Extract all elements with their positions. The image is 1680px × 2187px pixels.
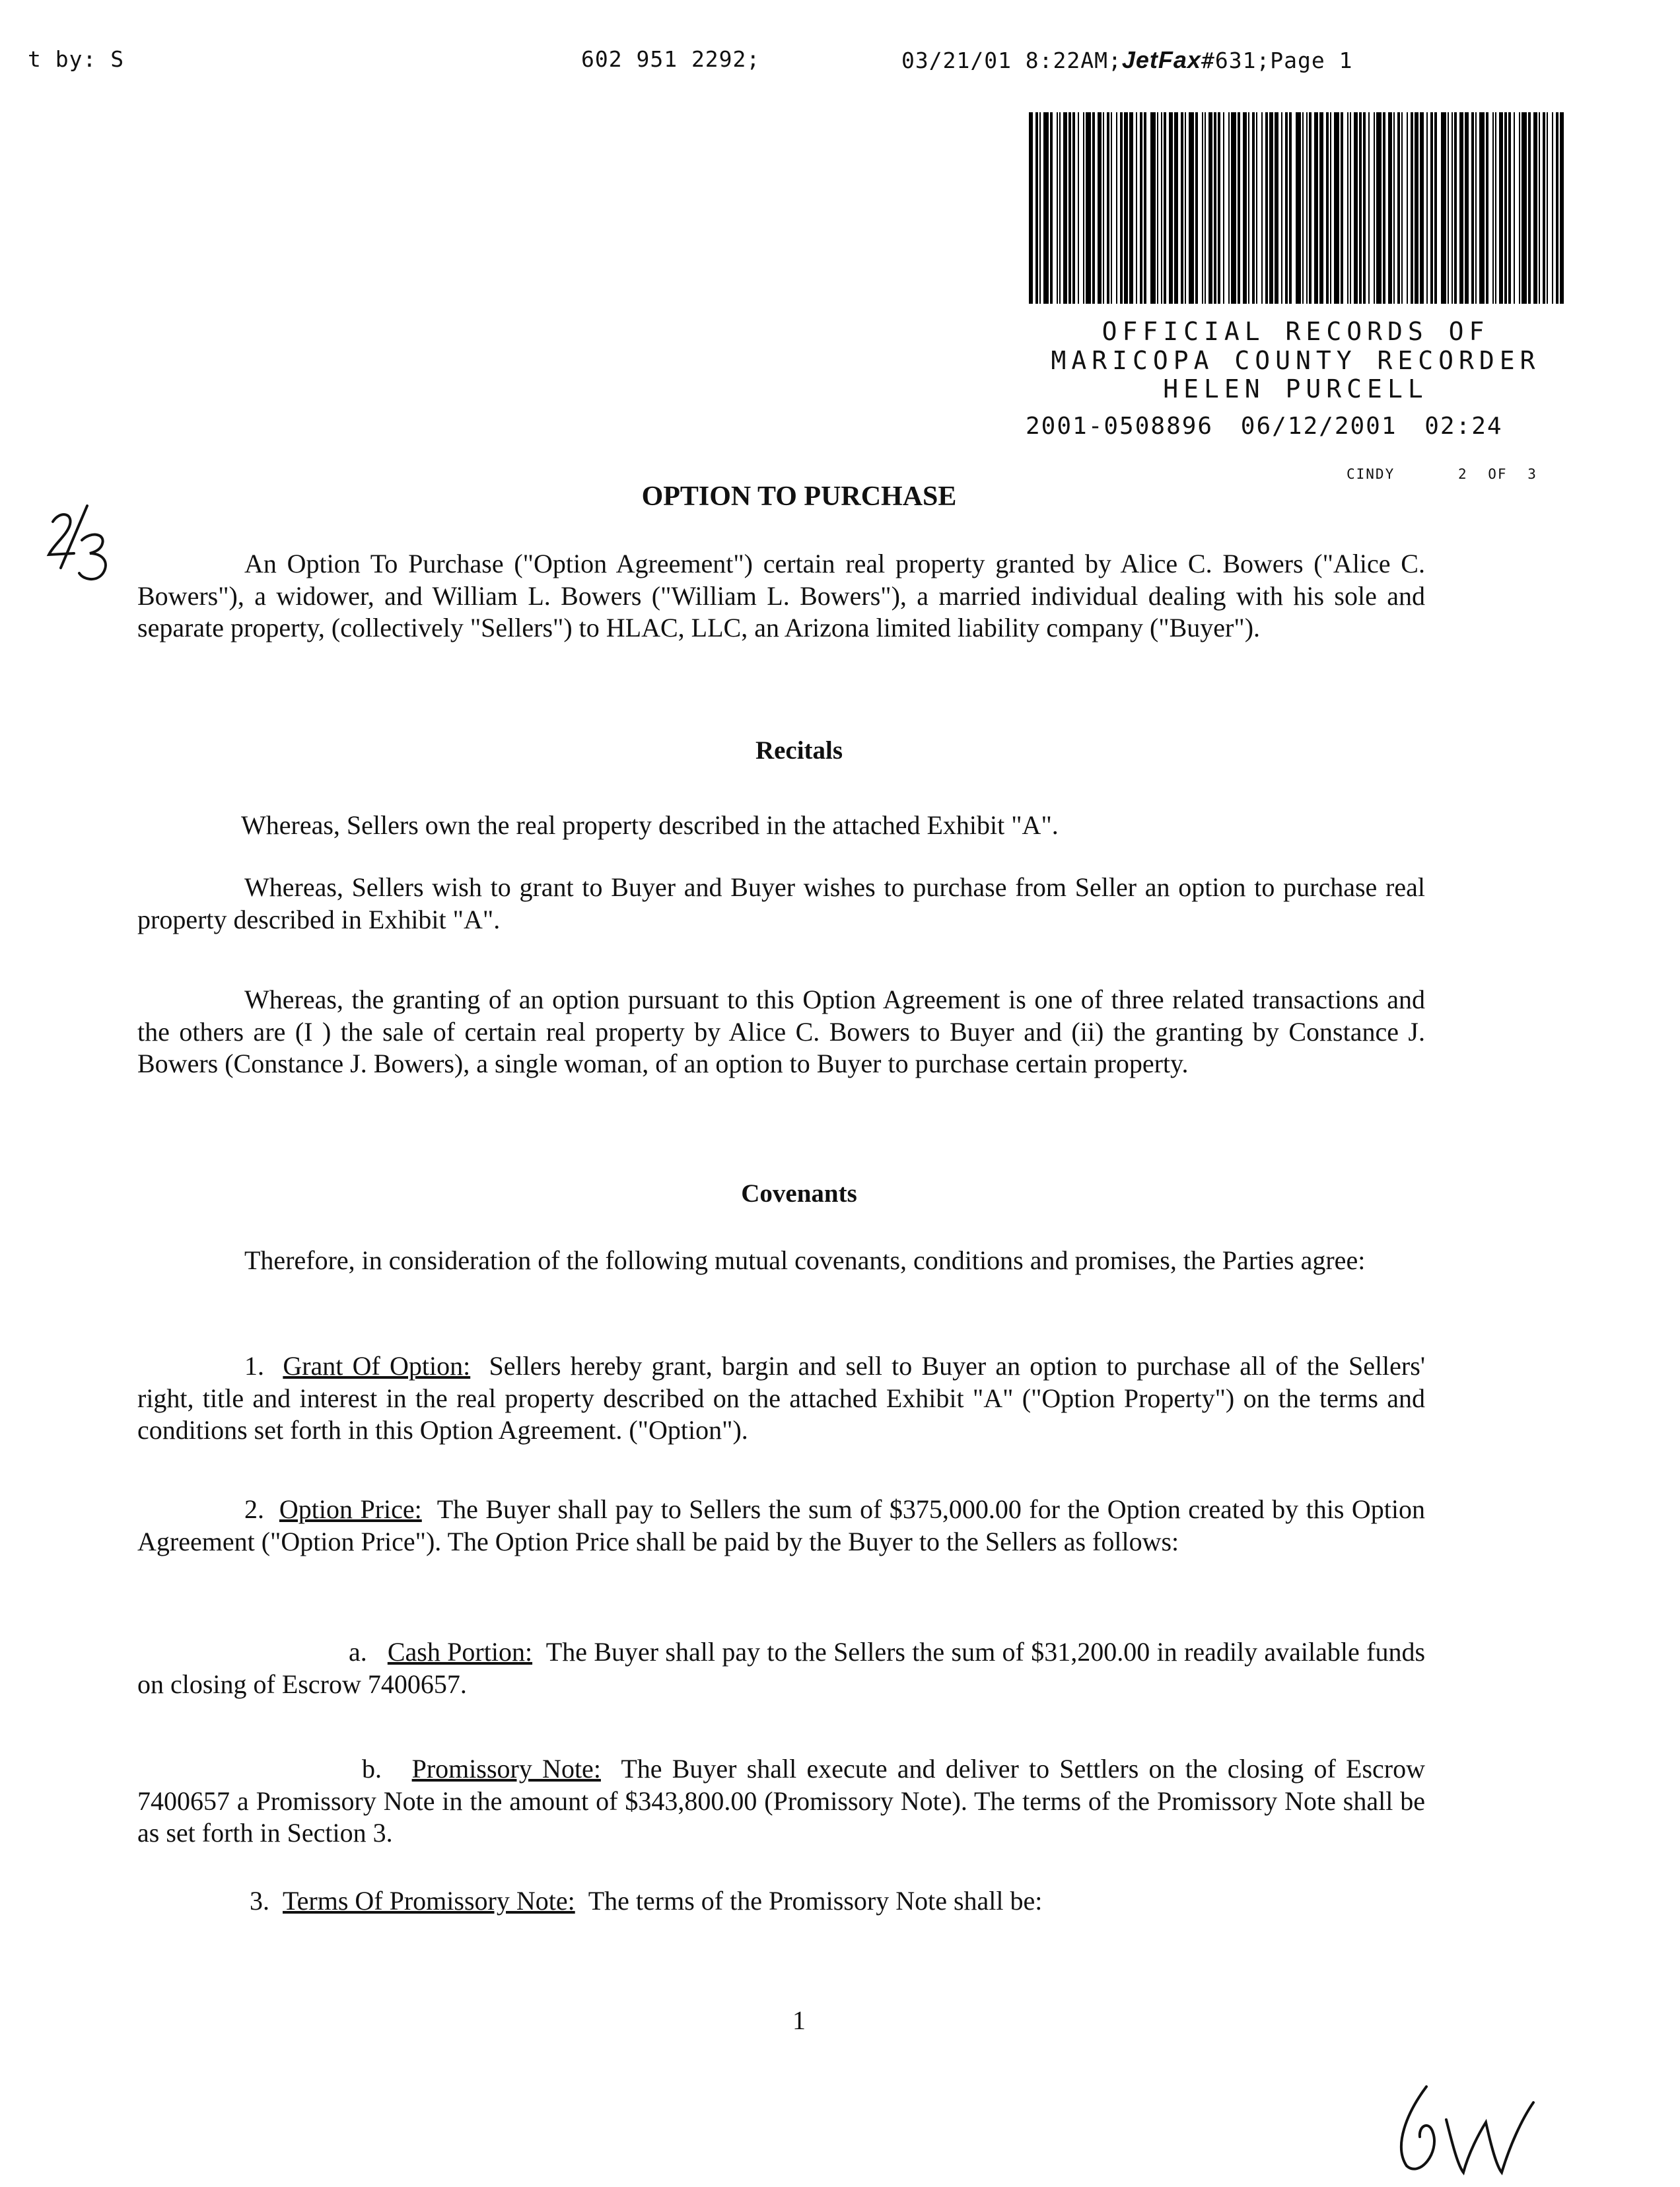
section-number: b. (362, 1754, 382, 1784)
barcode-bar (1441, 112, 1446, 304)
barcode-bar (1157, 112, 1158, 304)
barcode-bar (1556, 112, 1558, 304)
barcode-bar (1289, 112, 1292, 304)
barcode-bar (1275, 112, 1278, 304)
barcode-bar (1029, 112, 1033, 304)
barcode-bar (1465, 112, 1469, 304)
handwritten-initials (1380, 2073, 1572, 2179)
recording-page-count: 2 OF 3 (1458, 466, 1537, 482)
barcode-bar (1050, 112, 1053, 304)
barcode-bar (1243, 112, 1247, 304)
barcode-bar (1281, 112, 1282, 304)
barcode-bar (1454, 112, 1457, 304)
barcode-bar (1043, 112, 1049, 304)
section-label: Option Price: (279, 1494, 422, 1524)
barcode-bar (1354, 112, 1358, 304)
barcode-bar (1522, 112, 1527, 304)
barcode-bar (1539, 112, 1540, 304)
recorder-line-county: MARICOPA COUNTY RECORDER (1051, 346, 1541, 375)
fax-sender-label: t by: S (28, 46, 125, 72)
barcode-bar (1169, 112, 1173, 304)
barcode-bar (1479, 112, 1485, 304)
barcode-bar (1057, 112, 1058, 304)
barcode-bar (1116, 112, 1117, 304)
barcode-bar (1035, 112, 1038, 304)
barcode-bar (1401, 112, 1403, 304)
fax-phone-number: 602 951 2292; (581, 46, 761, 72)
barcode-bar (1504, 112, 1507, 304)
barcode-bar (1256, 112, 1257, 304)
barcode-bar (1543, 112, 1545, 304)
barcode-bar (1092, 112, 1095, 304)
section-text: Sellers hereby grant, bargin and sell to Buyer an option to purchase all of the Sellers' right, title and interest in the real property described on the attached Exhibit "A" ("Option Property") on the terms and conditions set forth in this Option Agreement. ("Option"). (137, 1351, 1426, 1445)
fax-date-time: 03/21/01 8:22AM; (901, 48, 1122, 73)
barcode-bar (1107, 112, 1109, 304)
barcode-bar (1314, 112, 1318, 304)
recital-paragraph-2: Whereas, Sellers wish to grant to Buyer and Buyer wishes to purchase from Seller an option to purchase real property described in Exhibit "A". (137, 872, 1425, 934)
recording-barcode (1029, 112, 1565, 304)
barcode-bar (1185, 112, 1186, 304)
barcode-bar (1140, 112, 1142, 304)
barcode-bar (1261, 112, 1263, 304)
barcode-bar (1368, 112, 1370, 304)
recording-clerk: CINDY (1347, 466, 1395, 482)
barcode-bar (1528, 112, 1531, 304)
barcode-bar (1205, 112, 1206, 304)
barcode-bar (1350, 112, 1351, 304)
barcode-bar (1078, 112, 1079, 304)
barcode-bar (1533, 112, 1537, 304)
barcode-bar (1547, 112, 1548, 304)
barcode-bar (1397, 112, 1400, 304)
barcode-bar (1181, 112, 1183, 304)
section-promissory-note (137, 1753, 1425, 1850)
recorder-line-name: HELEN PURCELL (1163, 374, 1428, 403)
barcode-bar (1552, 112, 1553, 304)
document-title: OPTION TO PURCHASE (641, 481, 957, 512)
record-number: 2001-0508896 (1026, 413, 1214, 440)
barcode-bar (1120, 112, 1123, 304)
section-number: a. (349, 1637, 367, 1667)
section-label: Promissory Note: (411, 1754, 601, 1784)
barcode-bar (1214, 112, 1216, 304)
barcode-bar (1495, 112, 1496, 304)
barcode-bar (1103, 112, 1104, 304)
barcode-bar (1223, 112, 1224, 304)
section-number: 1. (244, 1351, 264, 1381)
barcode-bar (1499, 112, 1503, 304)
barcode-bar (1083, 112, 1084, 304)
page-number: 1 (792, 2005, 806, 2035)
barcode-bar (1129, 112, 1133, 304)
barcode-bar (1363, 112, 1366, 304)
barcode-bar (1164, 112, 1166, 304)
barcode-bar (1341, 112, 1343, 304)
jetfax-brand: JetFax (1121, 46, 1201, 73)
barcode-bar (1098, 112, 1102, 304)
barcode-bar (1326, 112, 1329, 304)
section-number: 2. (244, 1494, 264, 1524)
barcode-bar (1514, 112, 1515, 304)
recital-paragraph-1: Whereas, Sellers own the real property described in the attached Exhibit "A". (241, 810, 1059, 840)
barcode-bar (1560, 112, 1564, 304)
section-number: 3. (250, 1886, 269, 1916)
section-label: Grant Of Option: (283, 1351, 471, 1381)
barcode-bar (1218, 112, 1220, 304)
barcode-bar (1448, 112, 1449, 304)
section-terms-of-promissory-note (137, 1885, 1425, 1918)
barcode-bar (1068, 112, 1071, 304)
barcode-bar (1231, 112, 1236, 304)
section-text: The Buyer shall pay to Sellers the sum of $375,000.00 for the Option created by this Option Agreement ("Option Price"). The Option Price shall be paid by the Buyer to the Sellers as follows: (137, 1494, 1425, 1556)
barcode-bar (1195, 112, 1198, 304)
barcode-bar (1359, 112, 1362, 304)
barcode-bar (1306, 112, 1308, 304)
section-grant-of-option (137, 1350, 1425, 1447)
barcode-bar (1376, 112, 1382, 304)
barcode-bar (1265, 112, 1268, 304)
barcode-bar (1383, 112, 1385, 304)
barcode-bar (1252, 112, 1255, 304)
barcode-bar (1459, 112, 1463, 304)
barcode-bar (1434, 112, 1437, 304)
section-option-price (137, 1494, 1425, 1558)
barcode-bar (1319, 112, 1323, 304)
therefore-paragraph: Therefore, in consideration of the following mutual covenants, conditions and promises, the Parties agree: (244, 1245, 1366, 1275)
barcode-bar (1161, 112, 1162, 304)
barcode-bar (1347, 112, 1348, 304)
barcode-bar (1411, 112, 1413, 304)
barcode-bar (1330, 112, 1331, 304)
barcode-bar (1202, 112, 1203, 304)
barcode-bar (1063, 112, 1067, 304)
recording-info (1026, 413, 1503, 440)
handwritten-margin-note (41, 502, 120, 588)
barcode-bar (1086, 112, 1091, 304)
section-text: The terms of the Promissory Note shall be: (588, 1886, 1043, 1916)
barcode-bar (1374, 112, 1375, 304)
barcode-bar (1136, 112, 1137, 304)
barcode-bar (1426, 112, 1428, 304)
barcode-bar (1285, 112, 1288, 304)
barcode-bar (1072, 112, 1075, 304)
barcode-bar (1150, 112, 1156, 304)
barcode-bar (1174, 112, 1178, 304)
barcode-bar (1124, 112, 1128, 304)
barcode-bar (1269, 112, 1273, 304)
barcode-bar (1111, 112, 1112, 304)
barcode-bar (1302, 112, 1304, 304)
barcode-bar (1208, 112, 1212, 304)
barcode-bar (1508, 112, 1511, 304)
barcode-bar (1248, 112, 1249, 304)
recorder-line-official-records: OFFICIAL RECORDS OF (1102, 317, 1490, 346)
barcode-bar (1475, 112, 1477, 304)
barcode-bar (1296, 112, 1301, 304)
barcode-bar (1407, 112, 1408, 304)
fax-timestamp (901, 46, 1353, 74)
section-label: Cash Portion: (387, 1637, 533, 1667)
barcode-bar (1393, 112, 1395, 304)
fax-job-page: #631;Page 1 (1201, 48, 1353, 73)
barcode-bar (1420, 112, 1424, 304)
barcode-bar (1039, 112, 1041, 304)
recital-paragraph-3: Whereas, the granting of an option pursuant to this Option Agreement is one of three related transactions and the others are (I ) the sale of certain real property by Alice C. Bowers to Buyer and (ii) the granting by Constance J. Bowers (Constance J. Bowers), a single woman, of an option to Buyer to purchase certain property. (137, 985, 1425, 1078)
barcode-bar (1452, 112, 1453, 304)
barcode-bar (1309, 112, 1312, 304)
barcode-bar (1059, 112, 1061, 304)
barcode-bar (1189, 112, 1194, 304)
section-label: Terms Of Promissory Note: (283, 1886, 575, 1916)
section-text: The Buyer shall pay to the Sellers the sum of $31,200.00 in readily available funds on closing of Escrow 7400657. (137, 1637, 1426, 1699)
intro-paragraph: An Option To Purchase ("Option Agreement") certain real property granted by Alice C. Bowers ("Alice C. Bowers"), a widower, and William L. Bowers ("William L. Bowers"), a married individual dealing with his sole and separate property, (collectively "Sellers") to HLAC, LLC, an Arizona limited liability company ("Buyer"). (137, 549, 1425, 642)
barcode-bar (1519, 112, 1520, 304)
barcode-bar (1430, 112, 1433, 304)
barcode-bar (1228, 112, 1230, 304)
recitals-heading: Recitals (755, 736, 843, 765)
barcode-bar (1388, 112, 1392, 304)
barcode-bar (1334, 112, 1339, 304)
record-time: 02:24 (1424, 413, 1503, 440)
covenants-heading: Covenants (741, 1179, 857, 1208)
barcode-bar (1238, 112, 1240, 304)
barcode-bar (1486, 112, 1488, 304)
barcode-bar (1415, 112, 1418, 304)
record-date: 06/12/2001 (1240, 413, 1397, 440)
barcode-bar (1492, 112, 1494, 304)
barcode-bar (1144, 112, 1146, 304)
section-cash-portion (137, 1636, 1425, 1700)
section-text: The Buyer shall execute and deliver to Settlers on the closing of Escrow 7400657 a Promissory Note in the amount of $343,800.00 (Promissory Note). The terms of the Promissory Note shall be as set forth in Section 3. (137, 1754, 1425, 1848)
barcode-bar (1471, 112, 1474, 304)
